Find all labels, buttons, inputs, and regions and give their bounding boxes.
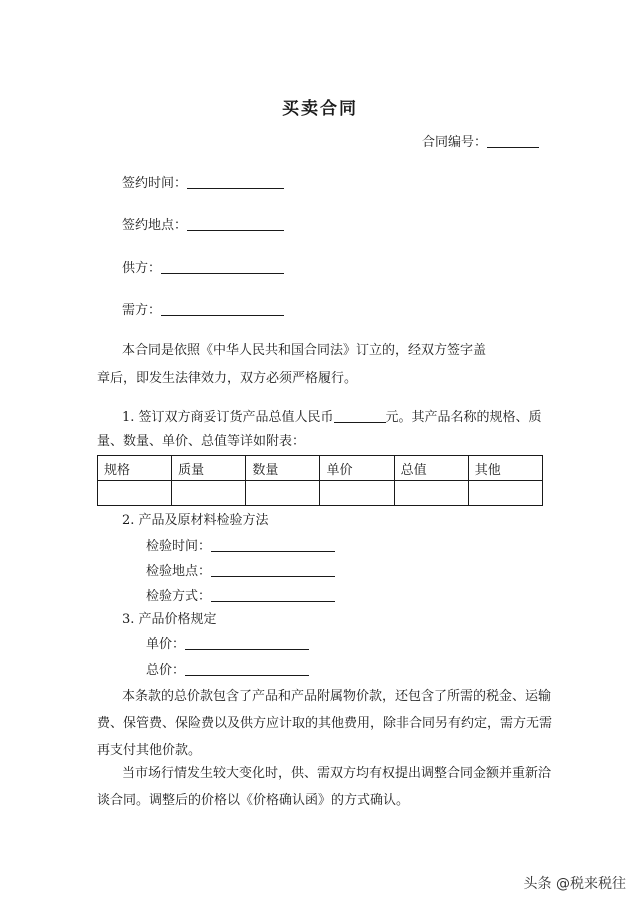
unit-price-field bbox=[146, 635, 309, 654]
table-cell[interactable] bbox=[172, 481, 246, 506]
total-value-blank[interactable] bbox=[334, 408, 386, 423]
supplier-label: 供方： bbox=[122, 261, 162, 276]
buyer-field bbox=[122, 301, 284, 320]
total-price-label: 总价： bbox=[146, 663, 186, 678]
change-para-line-2: 谈合同。调整后的价格以《价格确认函》的方式确认。 bbox=[97, 793, 410, 808]
unit-price-blank[interactable] bbox=[185, 635, 309, 650]
sign-place-blank[interactable] bbox=[187, 216, 284, 231]
intro-line-2: 章后，即发生法律效力，双方必须严格履行。 bbox=[97, 371, 358, 386]
sign-place-field bbox=[122, 216, 284, 235]
clause1-line-2: 量、数量、单价、总值等详如附表： bbox=[97, 434, 306, 449]
inspect-time-label: 检验时间： bbox=[146, 539, 212, 554]
inspect-time-field bbox=[146, 537, 335, 556]
sign-time-field bbox=[122, 174, 284, 193]
price-para-line-1: 本条款的总价款包含了产品和产品附属物价款，还包含了所需的税金、运输 bbox=[122, 689, 552, 704]
contract-number-blank[interactable] bbox=[487, 133, 539, 148]
inspect-place-label: 检验地点： bbox=[146, 564, 212, 579]
table-cell[interactable] bbox=[468, 481, 542, 506]
clause3-heading: 3. 产品价格规定 bbox=[122, 612, 217, 627]
header-cell-spec: 规格 bbox=[98, 456, 172, 481]
header-cell-other: 其他 bbox=[468, 456, 542, 481]
contract-number-label: 合同编号： bbox=[422, 135, 488, 150]
source-watermark: 头条 @税来税往 bbox=[523, 876, 626, 892]
unit-price-label: 单价： bbox=[146, 637, 186, 652]
total-price-field bbox=[146, 661, 309, 680]
inspect-method-blank[interactable] bbox=[211, 587, 335, 602]
inspect-time-blank[interactable] bbox=[211, 537, 335, 552]
total-price-blank[interactable] bbox=[185, 661, 309, 676]
inspect-place-blank[interactable] bbox=[211, 562, 335, 577]
sign-time-blank[interactable] bbox=[187, 174, 284, 189]
product-spec-table bbox=[97, 455, 543, 506]
header-cell-unit-price: 单价 bbox=[320, 456, 394, 481]
sign-place-label: 签约地点： bbox=[122, 218, 188, 233]
price-para-line-3: 再支付其他价款。 bbox=[97, 743, 202, 758]
header-cell-quantity: 数量 bbox=[246, 456, 320, 481]
intro-line-1: 本合同是依照《中华人民共和国合同法》订立的，经双方签字盖 bbox=[122, 343, 487, 358]
header-cell-total: 总值 bbox=[394, 456, 468, 481]
sign-time-label: 签约时间： bbox=[122, 176, 188, 191]
supplier-field bbox=[122, 259, 284, 278]
inspect-method-label: 检验方式： bbox=[146, 589, 212, 604]
table-cell[interactable] bbox=[320, 481, 394, 506]
price-para-line-2: 费、保管费、保险费以及供方应计取的其他费用，除非合同另有约定，需方无需 bbox=[97, 716, 553, 731]
buyer-label: 需方： bbox=[122, 303, 162, 318]
document-title: 买卖合同 bbox=[282, 99, 358, 119]
table-cell[interactable] bbox=[246, 481, 320, 506]
contract-number bbox=[422, 133, 539, 152]
clause1-text-b: 元。其产品名称的规格、质 bbox=[385, 410, 542, 425]
change-para-line-1: 当市场行情发生较大变化时，供、需双方均有权提出调整合同金额并重新洽 bbox=[122, 766, 552, 781]
table-cell[interactable] bbox=[394, 481, 468, 506]
table-row bbox=[98, 481, 543, 506]
inspect-method-field bbox=[146, 587, 335, 606]
buyer-blank[interactable] bbox=[161, 301, 284, 316]
inspect-place-field bbox=[146, 562, 335, 581]
supplier-blank[interactable] bbox=[161, 259, 284, 274]
header-cell-quality: 质量 bbox=[172, 456, 246, 481]
clause2-heading: 2. 产品及原材料检验方法 bbox=[122, 513, 269, 528]
table-cell[interactable] bbox=[98, 481, 172, 506]
table-header-row bbox=[98, 456, 543, 481]
clause1-text-a: 1. 签订双方商妥订货产品总值人民币 bbox=[122, 410, 334, 425]
